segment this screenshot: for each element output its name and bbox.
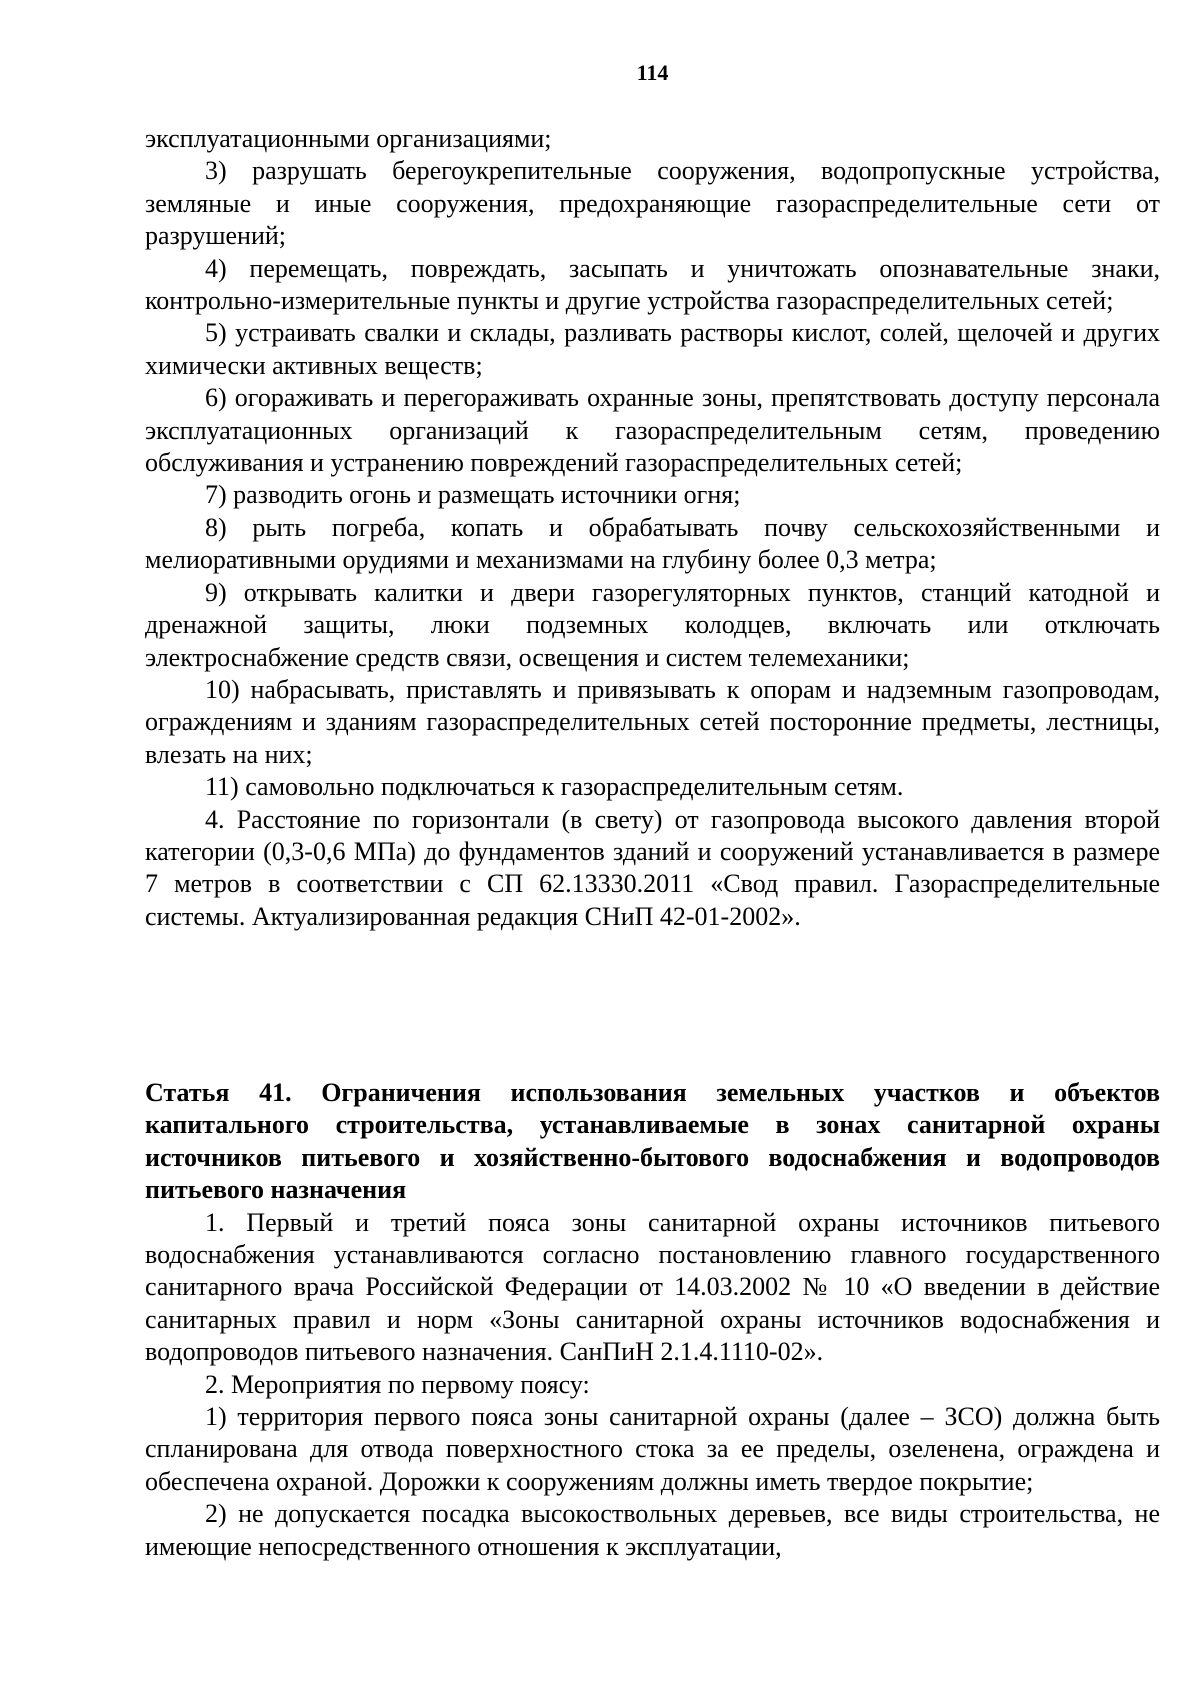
paragraph: 9) открывать калитки и двери газорегуляторных пунктов, станций катодной и дренажной защиты, люки подземных колодцев, включать или отключать электроснабжение средств связи, освещения и систем телемеханики; xyxy=(145,577,1160,672)
paragraph: 7) разводить огонь и размещать источники огня; xyxy=(205,480,741,510)
paragraph: 5) устраивать свалки и склады, разливать растворы кислот, солей, щелочей и других химически активных веществ; xyxy=(145,318,1160,380)
paragraph: 6) огораживать и перегораживать охранные зоны, препятствовать доступу персонала эксплуатационных организаций к газораспределительным сетям, проведению обслуживания и устранению повреждений газораспределительных сетей; xyxy=(145,383,1160,478)
paragraph: 1. Первый и третий пояса зоны санитарной охраны источников питьевого водоснабжения устанавливаются согласно постановлению главного государственного санитарного врача Российской Федерации от 14.03.2002 № 10 «О введении в действие санитарных правил и норм «Зоны санитарной охраны источников водоснабжения и водопроводов питьевого назначения. СанПиН 2.1.4.1110-02». xyxy=(145,1207,1160,1367)
section-heading: Статья 41. Ограничения использования земельных участков и объектов капитального строительства, устанавливаемые в зонах санитарной охраны источников питьевого и хозяйственно-бытового водоснабжения и водопроводов питьевого назначения xyxy=(145,1078,1160,1205)
section-article-41 xyxy=(145,1077,1160,1563)
paragraph: эксплуатационными организациями; xyxy=(145,124,552,153)
paragraph: 4) перемещать, повреждать, засыпать и уничтожать опознавательные знаки, контрольно-измерительные пункты и другие устройства газораспределительных сетей; xyxy=(145,253,1160,316)
paragraph: 4. Расстояние по горизонтали (в свету) от газопровода высокого давления второй категории (0,3-0,6 МПа) до фундаментов зданий и сооружений устанавливается в размере 7 метров в соответствии с СП 62.13330.2011 «Свод правил. Газораспределительные системы. Актуализированная редакция СНиП 42-01-2002». xyxy=(145,804,1160,931)
paragraph: 3) разрушать берегоукрепительные сооружения, водопропускные устройства, земляные и иные сооружения, предохраняющие газораспределительные сети от разрушений; xyxy=(145,156,1160,251)
paragraph: 8) рыть погреба, копать и обрабатывать почву сельскохозяйственными и мелиоративными орудиями и механизмами на глубину более 0,3 метра; xyxy=(145,512,1160,575)
paragraph: 10) набрасывать, приставлять и привязывать к опорам и надземным газопроводам, ограждениям и зданиям газораспределительных сетей посторонние предметы, лестницы, влезать на них; xyxy=(145,674,1160,769)
paragraph: 1) территория первого пояса зоны санитарной охраны (далее – ЗСО) должна быть спланирована для отвода поверхностного стока за ее пределы, озеленена, ограждена и обеспечена охраной. Дорожки к сооружениям должны иметь твердое покрытие; xyxy=(145,1402,1160,1496)
paragraph: 2) не допускается посадка высокоствольных деревьев, все виды строительства, не имеющие непосредственного отношения к эксплуатации, xyxy=(145,1499,1160,1561)
body-text-top xyxy=(145,123,1160,933)
paragraph: 2. Мероприятия по первому поясу: xyxy=(205,1369,590,1399)
paragraph: 11) самовольно подключаться к газораспределительным сетям. xyxy=(205,772,904,802)
page-number: 114 xyxy=(636,60,669,85)
